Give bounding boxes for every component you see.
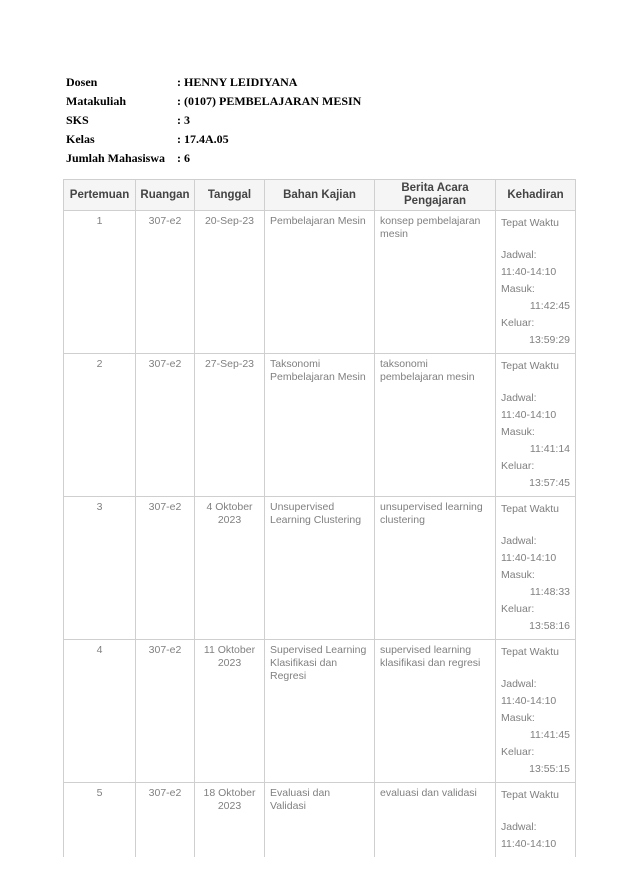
cell-ruangan: 307-e2 [136, 354, 195, 497]
cell-kehadiran [496, 497, 576, 640]
cell-kehadiran [496, 354, 576, 497]
jadwal-value: 11:40-14:10 [501, 552, 557, 564]
table-row [64, 211, 576, 354]
cell-pertemuan: 1 [64, 211, 136, 354]
cell-pertemuan: 4 [64, 640, 136, 783]
attendance-table [63, 179, 576, 857]
cell-berita-acara: evaluasi dan validasi [375, 783, 496, 858]
jadwal-value: 11:40-14:10 [501, 409, 557, 421]
masuk-label: Masuk: [501, 569, 535, 581]
keluar-label: Keluar: [501, 746, 535, 758]
header-berita-acara: Berita Acara Pengajaran [375, 180, 496, 211]
jadwal-value: 11:40-14:10 [501, 695, 557, 707]
jadwal-label: Jadwal: [501, 392, 537, 404]
cell-tanggal: 27-Sep-23 [195, 354, 265, 497]
keluar-label: Keluar: [501, 460, 535, 472]
cell-berita-acara: taksonomi pembelajaran mesin [375, 354, 496, 497]
cell-ruangan: 307-e2 [136, 211, 195, 354]
attendance-status: Tepat Waktu [501, 360, 559, 372]
header-kehadiran: Kehadiran [496, 180, 576, 211]
masuk-label: Masuk: [501, 426, 535, 438]
table-row [64, 497, 576, 640]
header-ruangan: Ruangan [136, 180, 195, 211]
masuk-value: 11:41:14 [529, 443, 570, 455]
cell-bahan-kajian: Taksonomi Pembelajaran Mesin [265, 354, 375, 497]
keluar-value: 13:59:29 [529, 334, 570, 346]
keluar-label: Keluar: [501, 317, 535, 329]
cell-tanggal: 11 Oktober 2023 [195, 640, 265, 783]
cell-tanggal: 4 Oktober 2023 [195, 497, 265, 640]
info-value: : 6 [177, 151, 190, 165]
masuk-label: Masuk: [501, 283, 535, 295]
cell-pertemuan: 2 [64, 354, 136, 497]
cell-pertemuan: 3 [64, 497, 136, 640]
cell-berita-acara: supervised learning klasifikasi dan regresi [375, 640, 496, 783]
keluar-value: 13:57:45 [529, 477, 570, 489]
table-row [64, 354, 576, 497]
info-value: : 3 [177, 113, 190, 127]
jadwal-value: 11:40-14:10 [501, 838, 557, 850]
jadwal-label: Jadwal: [501, 821, 537, 833]
masuk-value: 11:42:45 [529, 300, 570, 312]
cell-tanggal: 18 Oktober 2023 [195, 783, 265, 858]
table-header-row [64, 180, 576, 211]
cell-ruangan: 307-e2 [136, 497, 195, 640]
attendance-status: Tepat Waktu [501, 503, 559, 515]
info-label: Dosen [66, 75, 98, 89]
masuk-label: Masuk: [501, 712, 535, 724]
masuk-value: 11:48:33 [529, 586, 570, 598]
cell-kehadiran [496, 640, 576, 783]
cell-tanggal: 20-Sep-23 [195, 211, 265, 354]
keluar-value: 13:58:16 [529, 620, 570, 632]
header-bahan-kajian: Bahan Kajian [265, 180, 375, 211]
keluar-value: 13:55:15 [529, 763, 570, 775]
info-value: : HENNY LEIDIYANA [177, 75, 298, 89]
cell-berita-acara: unsupervised learning clustering [375, 497, 496, 640]
masuk-value: 11:41:45 [529, 729, 570, 741]
header-tanggal: Tanggal [195, 180, 265, 211]
info-label: SKS [66, 113, 89, 127]
info-value: : (0107) PEMBELAJARAN MESIN [177, 94, 362, 108]
info-label: Jumlah Mahasiswa [66, 151, 166, 165]
header-pertemuan: Pertemuan [64, 180, 136, 211]
cell-ruangan: 307-e2 [136, 783, 195, 858]
attendance-status: Tepat Waktu [501, 217, 559, 229]
attendance-status: Tepat Waktu [501, 789, 559, 801]
info-label: Matakuliah [66, 94, 127, 108]
cell-bahan-kajian: Supervised Learning Klasifikasi dan Regresi [265, 640, 375, 783]
jadwal-label: Jadwal: [501, 249, 537, 261]
cell-berita-acara: konsep pembelajaran mesin [375, 211, 496, 354]
jadwal-label: Jadwal: [501, 678, 537, 690]
attendance-status: Tepat Waktu [501, 646, 559, 658]
cell-bahan-kajian: Unsupervised Learning Clustering [265, 497, 375, 640]
jadwal-value: 11:40-14:10 [501, 266, 557, 278]
cell-kehadiran [496, 211, 576, 354]
cell-pertemuan: 5 [64, 783, 136, 858]
keluar-label: Keluar: [501, 603, 535, 615]
cell-ruangan: 307-e2 [136, 640, 195, 783]
jadwal-label: Jadwal: [501, 535, 537, 547]
table-row [64, 783, 576, 858]
cell-kehadiran [496, 783, 576, 858]
info-value: : 17.4A.05 [177, 132, 229, 146]
info-label: Kelas [66, 132, 95, 146]
table-row [64, 640, 576, 783]
cell-bahan-kajian: Evaluasi dan Validasi [265, 783, 375, 858]
cell-bahan-kajian: Pembelajaran Mesin [265, 211, 375, 354]
